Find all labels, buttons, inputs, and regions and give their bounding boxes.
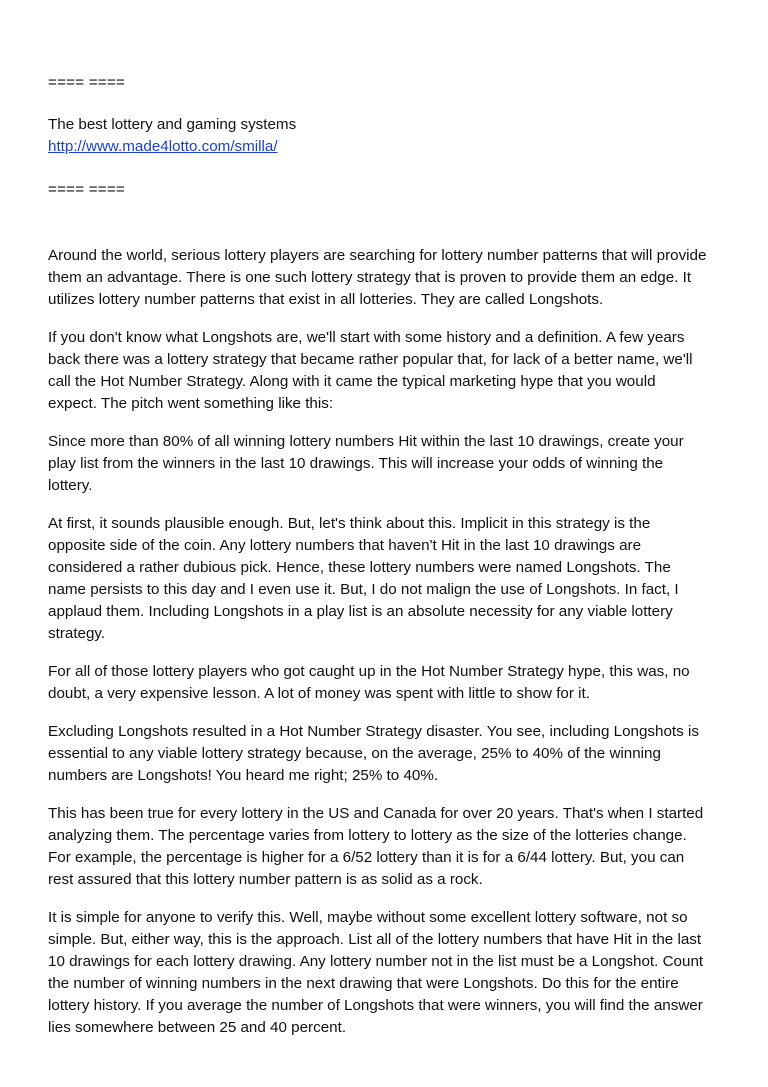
paragraph-line: expect. The pitch went something like this: <box>48 395 334 412</box>
paragraph-line: analyzing them. The percentage varies from lottery to lottery as the size of the lotteries change. <box>48 827 687 844</box>
paragraph-line: This has been true for every lottery in the US and Canada for over 20 years. That's when I started <box>48 805 704 822</box>
paragraph-line: strategy. <box>48 625 106 642</box>
paragraph-line: lottery. <box>48 477 93 494</box>
paragraph <box>48 513 728 645</box>
separator-bottom: ==== ==== <box>48 181 125 198</box>
paragraph-line: Excluding Longshots resulted in a Hot Number Strategy disaster. You see, including Longshots is <box>48 723 699 740</box>
paragraph-line: utilizes lottery number patterns that exist in all lotteries. They are called Longshots. <box>48 291 604 308</box>
header-block <box>48 114 728 158</box>
paragraph-line: lies somewhere between 25 and 40 percent. <box>48 1019 347 1036</box>
paragraph-line: 10 drawings for each lottery drawing. Any lottery number not in the list must be a Longshot. Count <box>48 953 704 970</box>
paragraph <box>48 431 728 497</box>
paragraph-line: Around the world, serious lottery players are searching for lottery number patterns that will provide <box>48 247 707 264</box>
promo-link[interactable]: http://www.made4lotto.com/smilla/ <box>48 138 278 155</box>
paragraph-line: applaud them. Including Longshots in a play list is an absolute necessity for any viable lottery <box>48 603 673 620</box>
page-title: The best lottery and gaming systems <box>48 116 297 133</box>
paragraph-line: back there was a lottery strategy that became rather popular that, for lack of a better name, we'll <box>48 351 693 368</box>
paragraph-line: name persists to this day and I even use it. But, I do not malign the use of Longshots. In fact, I <box>48 581 679 598</box>
paragraph-line: the number of winning numbers in the next drawing that were Longshots. Do this for the entire <box>48 975 679 992</box>
paragraph <box>48 907 728 1039</box>
paragraph-line: call the Hot Number Strategy. Along with it came the typical marketing hype that you would <box>48 373 656 390</box>
paragraph-line: doubt, a very expensive lesson. A lot of money was spent with little to show for it. <box>48 685 590 702</box>
paragraph-line: rest assured that this lottery number pattern is as solid as a rock. <box>48 871 483 888</box>
paragraph <box>48 803 728 891</box>
paragraph-line: Since more than 80% of all winning lottery numbers Hit within the last 10 drawings, create your <box>48 433 684 450</box>
paragraph-line: considered a rather dubious pick. Hence, these lottery numbers were named Longshots. The <box>48 559 671 576</box>
paragraph-line: If you don't know what Longshots are, we'll start with some history and a definition. A few years <box>48 329 685 346</box>
paragraph-line: essential to any viable lottery strategy because, on the average, 25% to 40% of the winning <box>48 745 661 762</box>
paragraph-line: For example, the percentage is higher for a 6/52 lottery than it is for a 6/44 lottery. But, you can <box>48 849 685 866</box>
paragraph-line: lottery history. If you average the number of Longshots that were winners, you will find the answer <box>48 997 703 1014</box>
separator-top: ==== ==== <box>48 74 125 91</box>
paragraph <box>48 661 728 705</box>
paragraph <box>48 245 728 311</box>
paragraph-line: opposite side of the coin. Any lottery numbers that haven't Hit in the last 10 drawings are <box>48 537 642 554</box>
paragraph-line: simple. But, either way, this is the approach. List all of the lottery numbers that have Hit in the last <box>48 931 702 948</box>
paragraph-line: At first, it sounds plausible enough. But, let's think about this. Implicit in this strategy is the <box>48 515 651 532</box>
paragraph-line: numbers are Longshots! You heard me right; 25% to 40%. <box>48 767 439 784</box>
paragraph-line: It is simple for anyone to verify this. Well, maybe without some excellent lottery software, not so <box>48 909 688 926</box>
article-body <box>48 245 728 1039</box>
paragraph-line: them an advantage. There is one such lottery strategy that is proven to provide them an edge. It <box>48 269 692 286</box>
paragraph <box>48 721 728 787</box>
paragraph-line: For all of those lottery players who got caught up in the Hot Number Strategy hype, this was, no <box>48 663 690 680</box>
paragraph <box>48 327 728 415</box>
paragraph-line: play list from the winners in the last 10 drawings. This will increase your odds of winning the <box>48 455 664 472</box>
